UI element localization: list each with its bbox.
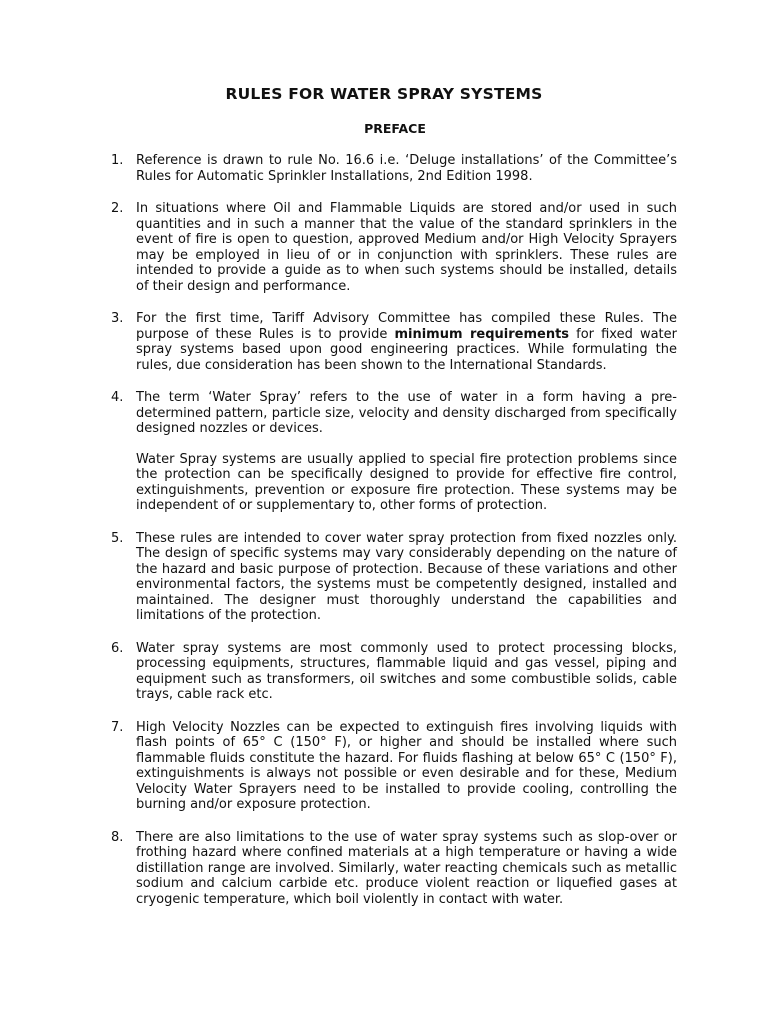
item-number: 6.: [111, 640, 124, 656]
paragraph: Water spray systems are most commonly used to protect processing blocks, processing equipments, structures, flammable liquid and gas vessel, piping and equipment such as transformers, oil switches and some combustible solids, cable trays, cable rack etc.: [136, 640, 677, 702]
list-item-5: [0, 531, 768, 624]
item-number: 1.: [111, 153, 124, 168]
document-title: RULES FOR WATER SPRAY SYSTEMS: [225, 85, 543, 103]
list-item-7: [0, 720, 768, 813]
item-number: 3.: [111, 311, 124, 326]
paragraph: The term ‘Water Spray’ refers to the use of water in a form having a pre-determined pattern, particle size, velocity and density discharged from specifically designed nozzles or devices.: [136, 390, 677, 436]
list-item-3: [0, 311, 768, 373]
paragraph: Reference is drawn to rule No. 16.6 i.e. ‘Deluge installations’ of the Committee’s Rules for Automatic Sprinkler Installations, 2nd Edition 1998.: [136, 153, 677, 184]
numbered-list: [0, 153, 768, 924]
paragraph-text: For the first time, Tariff Advisory Committee has compiled these Rules. The purpose of these Rules is to provide: [136, 311, 677, 342]
list-item-1: [0, 153, 768, 184]
paragraph: In situations where Oil and Flammable Liquids are stored and/or used in such quantities and in such a manner that the value of the standard sprinklers in the event of fire is open to question, approved Medium and/or High Velocity Sprayers may be employed in lieu of or in conjunction with sprinklers. These rules are intended to provide a guide as to when such systems should be installed, details of their design and performance.: [136, 201, 677, 294]
item-number: 7.: [111, 719, 124, 735]
paragraph: These rules are intended to cover water spray protection from fixed nozzles only. The design of specific systems may vary considerably depending on the nature of the hazard and basic purpose of protection. Because of these variations and other environmental factors, the systems must be competently designed, installed and maintained. The designer must thoroughly understand the capabilities and limitations of the protection.: [136, 530, 677, 623]
paragraph: [136, 311, 677, 373]
list-item-8: [0, 830, 768, 908]
paragraph: There are also limitations to the use of water spray systems such as slop-over or frothing hazard where confined materials at a high temperature or having a wide distillation range are involved. Similarly, water reacting chemicals such as metallic sodium and calcium carbide etc. produce violent reaction or liquefied gases at cryogenic temperature, which boil violently in contact with water.: [136, 829, 677, 907]
item-number: 5.: [111, 530, 124, 546]
item-number: 8.: [111, 829, 124, 845]
list-item-2: [0, 201, 768, 294]
list-item-6: [0, 641, 768, 703]
paragraph-text: for fixed water spray systems based upon good engineering practices. While formulating the rules, due consideration has been shown to the International Standards.: [136, 326, 677, 373]
paragraph: High Velocity Nozzles can be expected to extinguish fires involving liquids with flash points of 65° C (150° F), or higher and should be installed where such flammable fluids constitute the hazard. For fluids flashing at below 65° C (150° F), extinguishments is always not possible or even desirable and for these, Medium Velocity Water Sprayers need to be installed to provide cooling, controlling the burning and/or exposure protection.: [136, 719, 677, 812]
item-number: 2.: [111, 201, 124, 216]
list-item-4: [0, 390, 768, 514]
paragraph: Water Spray systems are usually applied to special fire protection problems since the protection can be specifically designed to provide for effective fire control, extinguishments, prevention or exposure fire protection. These systems may be independent of or supplementary to, other forms of protection.: [136, 451, 677, 513]
section-heading-preface: PREFACE: [364, 121, 426, 136]
item-number: 4.: [111, 390, 124, 405]
emphasis-text: minimum requirements: [394, 326, 570, 342]
